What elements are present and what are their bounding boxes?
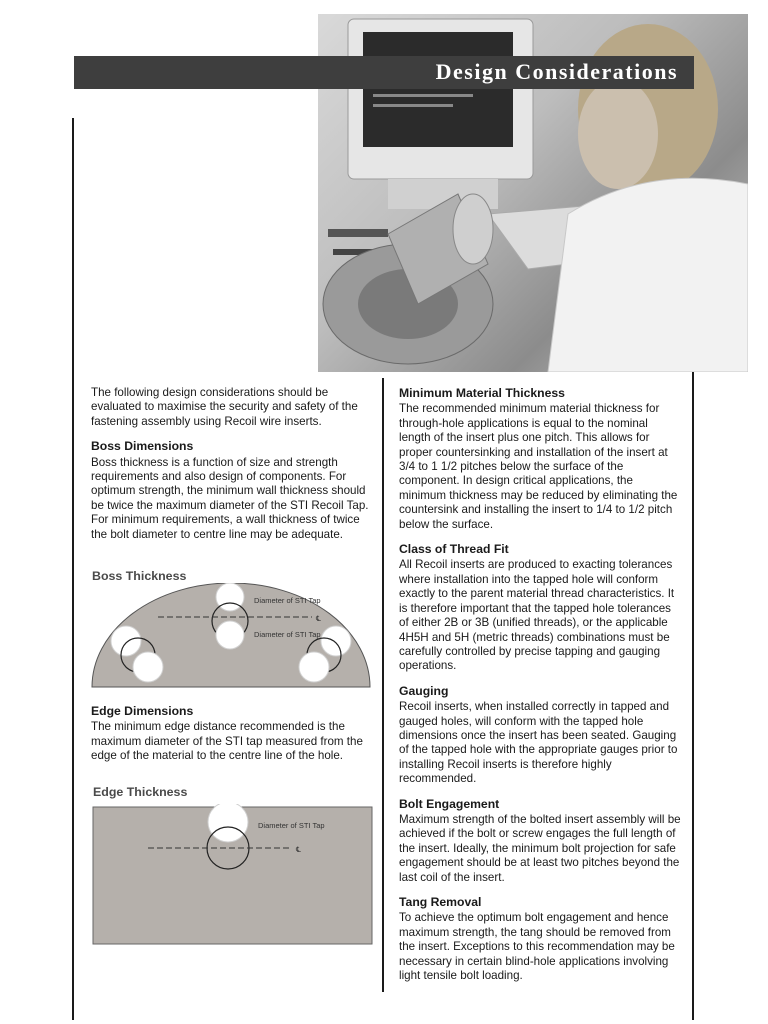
- boss-thickness-title: Boss Thickness: [92, 569, 187, 583]
- boss-dimensions-heading: Boss Dimensions: [91, 439, 194, 454]
- bolt-engagement-body: Maximum strength of the bolted insert assembly will be achieved if the bolt or screw engages the full length of the insert. Ideally, the minimum bolt projection for safe engagement should be at least two pitches beyond the last coil of the insert.: [399, 812, 681, 884]
- right-rule: [692, 372, 694, 1020]
- thread-fit-body: All Recoil inserts are produced to exacting tolerances where installation into the tapped hole will conform exactly to the parent material thread characteristics. It is therefore important that the tapped hole tolerances of either 2B or 3B (unified threads), or the applicable 4H5H and 5H (metric threads) combinations must be carefully controlled by precise tapping and gauging operations.: [399, 558, 675, 673]
- intro-paragraph: The following design considerations should be evaluated to maximise the security and safety of the fastening assembly using Recoil wire inserts.: [91, 386, 358, 428]
- boss-label-bottom: Diameter of STI Tap: [254, 630, 321, 639]
- tang-removal-body: To achieve the optimum bolt engagement and hence maximum strength, the tang should be removed from the insert. Exceptions to this recommendation may be necessary in certain blind-hole applications involving light tensile bolt loading.: [399, 911, 675, 983]
- boss-dimensions-body: Boss thickness is a function of size and strength requirements and also design of components. For optimum strength, the minimum wall thickness should be twice the maximum diameter of the STI Recoil Tap. For minimum requirements, a wall thickness of twice the bolt diameter to centre line may be adequate.: [91, 455, 369, 541]
- left-rule: [72, 118, 74, 1020]
- tang-removal-heading: Tang Removal: [399, 895, 482, 909]
- bolt-engagement-heading: Bolt Engagement: [399, 796, 500, 811]
- edge-thickness-diagram: [92, 804, 374, 946]
- left-column-top: [91, 386, 373, 552]
- gauging-body: Recoil inserts, when installed correctly in tapped and gauged holes, will conform with the tapped hole dimensions once the insert has been seated. Gauging of the tapped hole with the appropriate gauges prior to installing Recoil inserts is therefore highly recommended.: [399, 700, 678, 786]
- thread-fit-heading: Class of Thread Fit: [399, 542, 509, 557]
- right-column: [399, 386, 681, 993]
- edge-thickness-title: Edge Thickness: [93, 785, 188, 799]
- edge-centerline-symbol: ℄: [296, 845, 301, 854]
- min-material-heading: Minimum Material Thickness: [399, 386, 565, 400]
- edge-dimensions-heading: Edge Dimensions: [91, 704, 194, 718]
- title-bar: [74, 56, 694, 89]
- edge-dimensions-body: The minimum edge distance recommended is the maximum diameter of the STI tap measured from the edge of the material to the centre line of the hole.: [91, 720, 363, 763]
- gauging-heading: Gauging: [399, 683, 449, 698]
- edge-label: Diameter of STI Tap: [258, 821, 325, 830]
- min-material-body: The recommended minimum material thickness for through-hole applications is equal to the nominal length of the insert plus one pitch. This allows for proper countersinking and installation of the insert at 3/4 to 1 1/2 pitches below the surface of the component. In design critical applications, the minimum thickness may be reduced by eliminating the countersink and installing the insert to 1/4 to 1/2 pitch below the surface.: [399, 402, 678, 531]
- left-column-bottom: [91, 704, 375, 774]
- boss-label-top: Diameter of STI Tap: [254, 596, 321, 605]
- boss-thickness-diagram: [90, 583, 372, 691]
- boss-centerline-symbol: ℄: [316, 614, 321, 623]
- page-title: Design Considerations: [435, 59, 678, 84]
- middle-rule: [382, 378, 384, 992]
